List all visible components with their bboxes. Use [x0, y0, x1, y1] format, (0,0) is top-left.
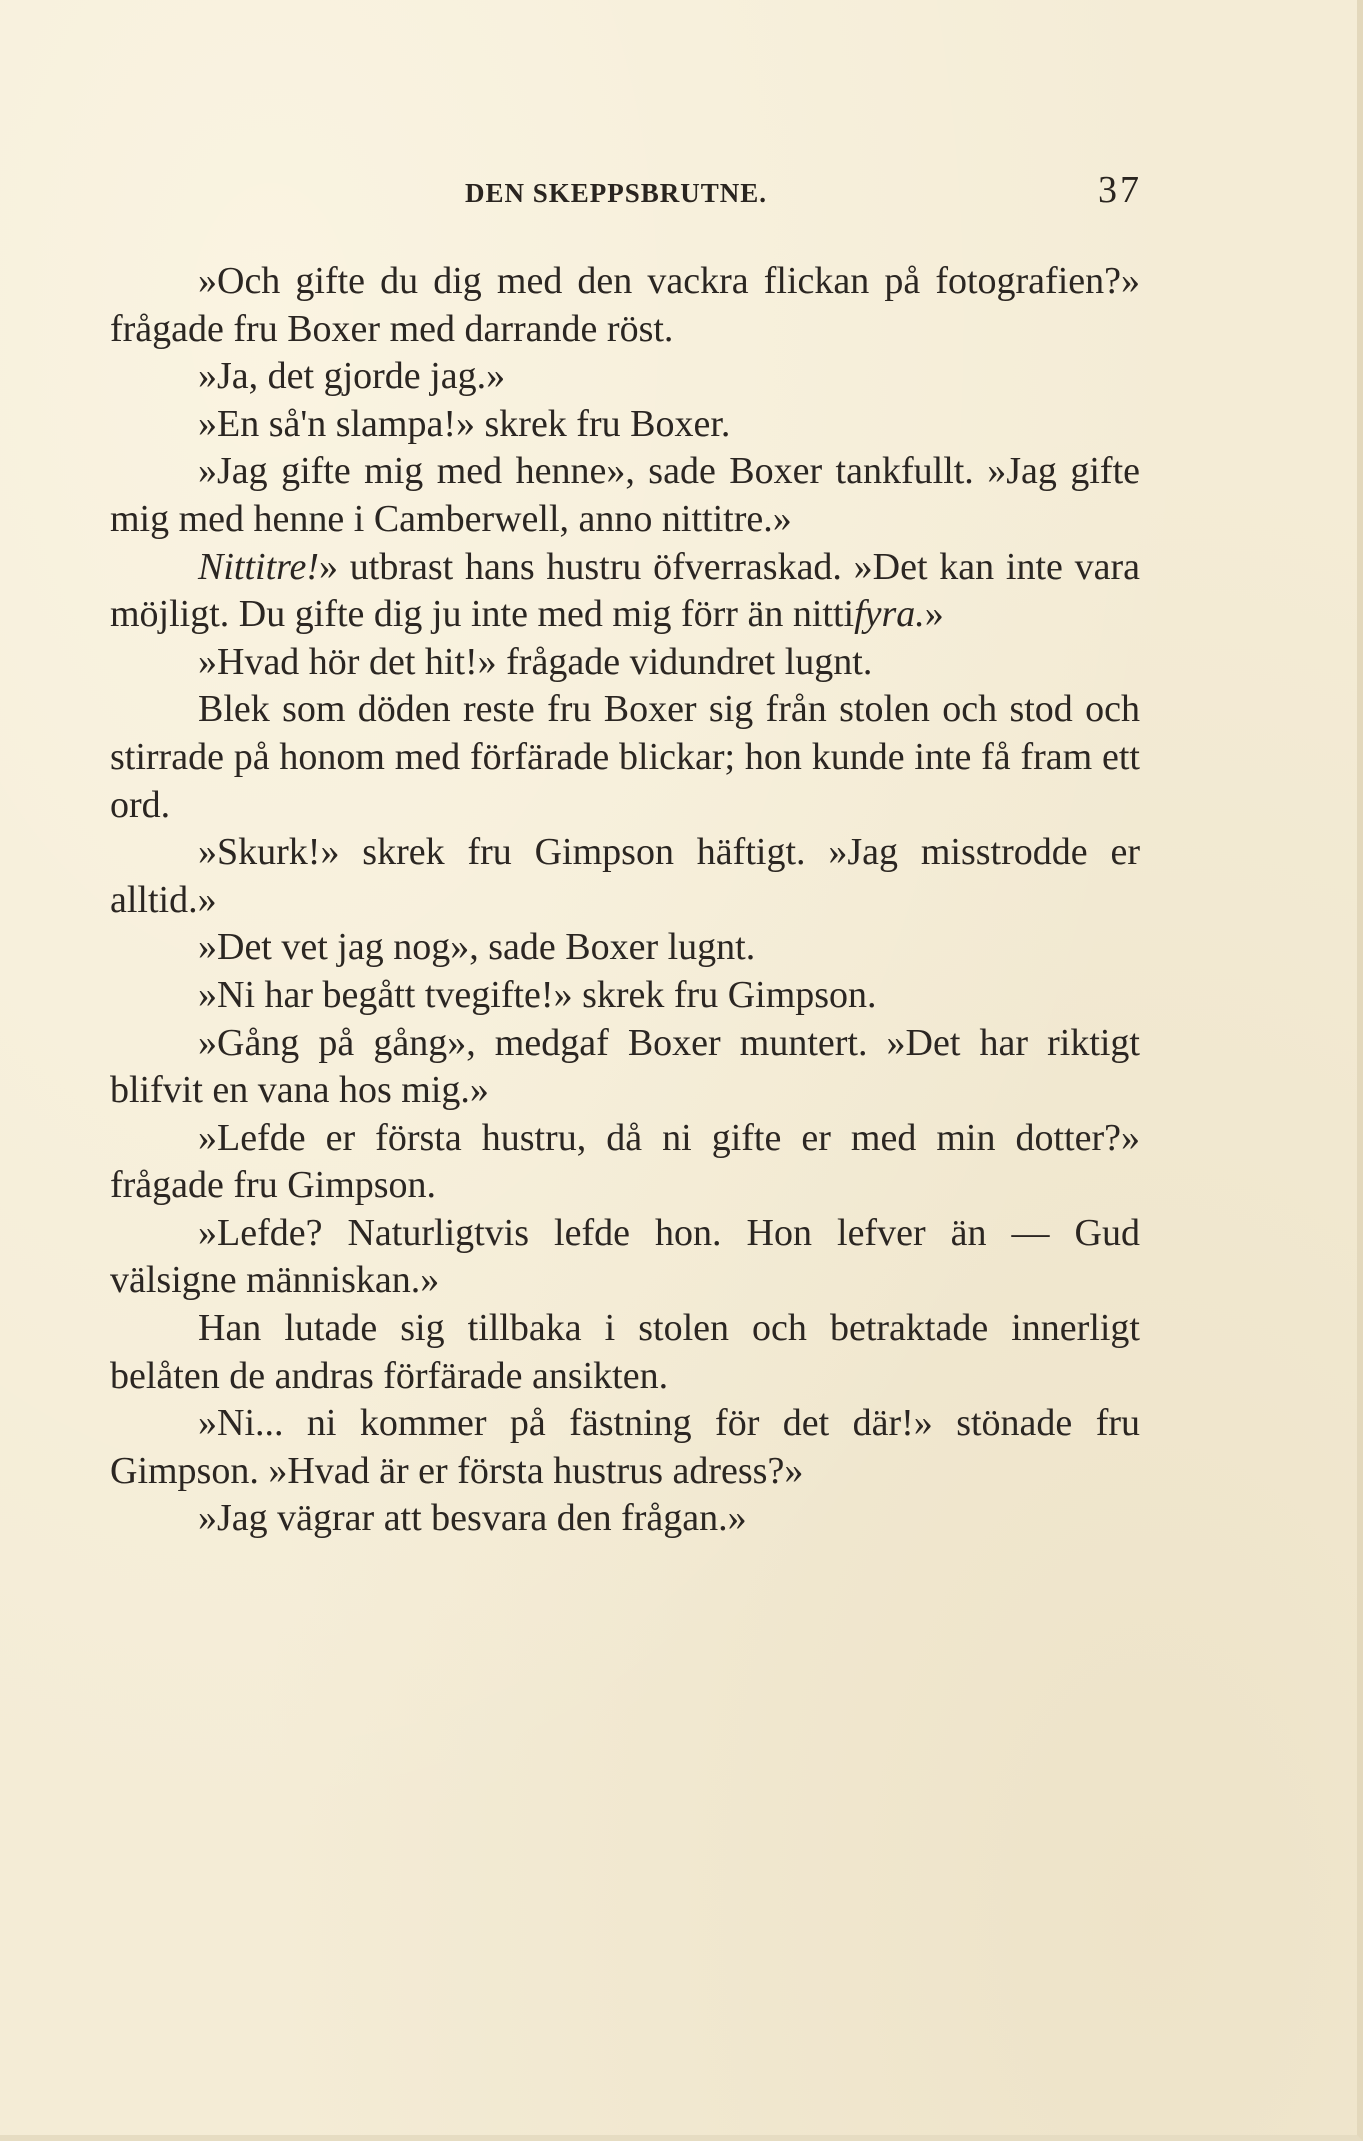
paragraph-text: »Jag gifte mig med henne», sade Boxer tankfullt. »Jag gifte mig med henne i Camberwell, anno nittitre.»: [110, 450, 1140, 540]
paragraph-text: »: [924, 593, 944, 636]
paragraph: [110, 1400, 1140, 1495]
page-number: 37: [1098, 169, 1142, 211]
paragraph-text: »Jag vägrar att besvara den frågan.»: [198, 1497, 747, 1540]
italic-text: fyra.: [854, 593, 925, 636]
paragraph: [110, 924, 1140, 972]
paragraph-text: »Lefde? Naturligtvis lefde hon. Hon lefver än — Gud välsigne människan.»: [110, 1211, 1140, 1302]
running-title: DEN SKEPPSBRUTNE.: [465, 178, 768, 208]
italic-text: Nittitre!: [198, 545, 320, 588]
paragraph-text: »Och gifte du dig med den vackra flickan på fotografien?» frågade fru Boxer med darrande röst.: [110, 260, 1140, 350]
paragraph-text: »Lefde er första hustru, då ni gifte er med min dotter?» frågade fru Gimpson.: [110, 1116, 1140, 1207]
page-header: [110, 169, 1142, 222]
paragraph: [110, 1115, 1140, 1210]
paragraph: [110, 686, 1140, 829]
paragraph: [110, 639, 1140, 687]
paragraph-text: »Hvad hör det hit!» frågade vidundret lugnt.: [198, 640, 873, 683]
paragraph-text: » utbrast hans hustru öfverraskad. »Det kan inte vara möjligt. Du gifte dig ju inte med mig förr än nitti: [110, 545, 1140, 636]
paragraph: [110, 1210, 1140, 1305]
paragraph: [110, 972, 1140, 1020]
paragraph: [110, 829, 1140, 924]
paragraph: [110, 1020, 1140, 1115]
paragraph-text: »Ja, det gjorde jag.»: [198, 355, 506, 398]
paragraph: [110, 1495, 1140, 1543]
paragraph: [110, 353, 1140, 401]
paragraph-text: »Ni... ni kommer på fästning för det där!» stönade fru Gimpson. »Hvad är er första hustrus adress?»: [110, 1402, 1140, 1492]
paragraph: [110, 448, 1140, 543]
paragraph-text: »En så'n slampa!» skrek fru Boxer.: [198, 402, 731, 445]
paragraph-text: »Skurk!» skrek fru Gimpson häftigt. »Jag misstrodde er alltid.»: [110, 831, 1140, 921]
paragraph: [110, 1305, 1140, 1400]
paragraph-text: Blek som döden reste fru Boxer sig från stolen och stod och stirrade på honom med förfärade blickar; hon kunde inte få fram ett ord.: [110, 688, 1140, 826]
paragraph: [110, 401, 1140, 449]
paragraph: [110, 258, 1140, 353]
body-text: [110, 258, 1140, 1543]
paragraph-text: »Gång på gång», medgaf Boxer muntert. »Det har riktigt blifvit en vana hos mig.»: [110, 1021, 1140, 1112]
paragraph-text: »Det vet jag nog», sade Boxer lugnt.: [198, 926, 756, 969]
paragraph-text: Han lutade sig tillbaka i stolen och betraktade innerligt belåten de andras förfärade ansikten.: [110, 1307, 1140, 1397]
paragraph: [110, 544, 1140, 639]
paragraph-text: »Ni har begått tvegifte!» skrek fru Gimpson.: [198, 973, 877, 1016]
